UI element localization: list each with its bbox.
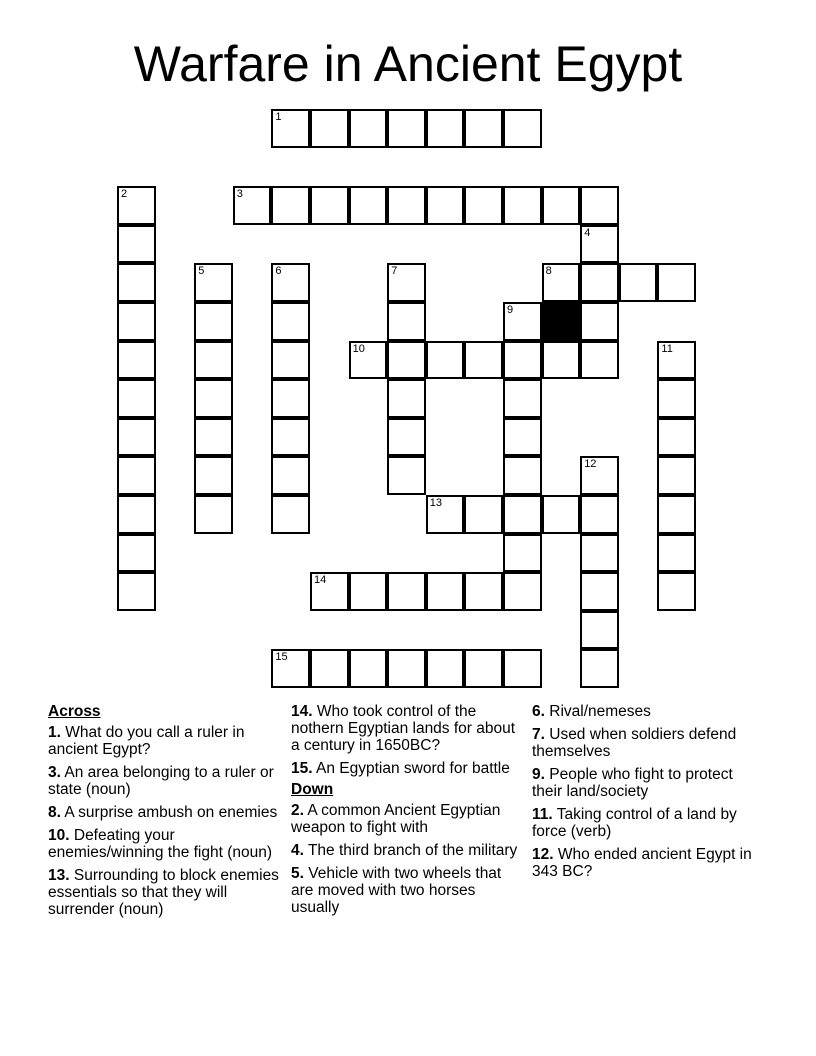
grid-cell[interactable]	[503, 456, 542, 495]
clue-number-label: 14.	[291, 703, 313, 720]
clue-item	[48, 804, 283, 821]
grid-cell[interactable]	[194, 263, 233, 302]
grid-cell[interactable]	[542, 263, 581, 302]
grid-cell[interactable]	[387, 302, 426, 341]
grid-cell[interactable]	[271, 649, 310, 688]
clue-text: People who fight to protect their land/society	[532, 766, 733, 800]
grid-cell[interactable]	[657, 572, 696, 611]
clue-item	[532, 846, 767, 880]
grid-cell[interactable]	[117, 534, 156, 573]
grid-cell[interactable]	[503, 495, 542, 534]
clue-number-label: 11.	[532, 806, 553, 823]
grid-cell[interactable]	[503, 572, 542, 611]
clue-number-label: 3.	[48, 764, 61, 781]
clue-number-label: 5.	[291, 865, 304, 882]
grid-cell[interactable]	[503, 379, 542, 418]
across-clue-list	[48, 724, 283, 918]
grid-cell[interactable]	[117, 302, 156, 341]
grid-cell[interactable]	[542, 495, 581, 534]
grid-cell[interactable]	[387, 649, 426, 688]
clue-text: Used when soldiers defend themselves	[532, 726, 737, 760]
clue-item	[532, 766, 767, 800]
grid-cell[interactable]	[580, 302, 619, 341]
clue-text: What do you call a ruler in ancient Egypt?	[48, 724, 245, 758]
grid-cell[interactable]	[387, 572, 426, 611]
grid-cell[interactable]	[271, 263, 310, 302]
grid-cell[interactable]	[194, 456, 233, 495]
grid-cell[interactable]	[426, 186, 465, 225]
clues-column-3	[532, 703, 767, 886]
grid-cell[interactable]	[387, 379, 426, 418]
grid-cell[interactable]	[387, 186, 426, 225]
grid-cell[interactable]	[503, 534, 542, 573]
grid-cell[interactable]	[271, 456, 310, 495]
clue-text: An Egyptian sword for battle	[312, 760, 510, 777]
grid-cell[interactable]	[349, 109, 388, 148]
grid-cell[interactable]	[426, 649, 465, 688]
clue-text: Defeating your enemies/winning the fight (noun)	[48, 827, 273, 861]
grid-cell[interactable]	[657, 263, 696, 302]
grid-cell[interactable]	[117, 379, 156, 418]
clue-item	[48, 827, 283, 861]
grid-cell[interactable]	[580, 263, 619, 302]
grid-cell[interactable]	[426, 109, 465, 148]
grid-cell[interactable]	[194, 379, 233, 418]
clue-item	[48, 764, 283, 798]
clue-item	[532, 726, 767, 760]
clue-number: 6	[275, 265, 282, 278]
grid-cell[interactable]	[580, 611, 619, 650]
clue-text: A common Ancient Egyptian weapon to fight with	[291, 802, 501, 836]
down-clue-list-continued	[532, 703, 767, 880]
clue-number: 8	[545, 265, 552, 278]
grid-cell[interactable]	[580, 456, 619, 495]
grid-cell[interactable]	[657, 456, 696, 495]
clue-item	[291, 802, 526, 836]
grid-cell[interactable]	[464, 572, 503, 611]
clue-text: Who ended ancient Egypt in 343 BC?	[532, 846, 752, 880]
grid-cell[interactable]	[194, 302, 233, 341]
grid-cell[interactable]	[194, 341, 233, 380]
clue-text: A surprise ambush on enemies	[60, 804, 278, 821]
grid-cell[interactable]	[117, 186, 156, 225]
grid-cell[interactable]	[310, 109, 349, 148]
clue-number-label: 12.	[532, 846, 554, 863]
clue-text: The third branch of the military	[303, 842, 518, 859]
grid-cell[interactable]	[619, 263, 658, 302]
grid-cell[interactable]	[117, 341, 156, 380]
grid-cell[interactable]	[464, 109, 503, 148]
clue-number: 10	[352, 342, 365, 355]
clue-text: Taking control of a land by force (verb)	[532, 806, 737, 840]
clue-number: 7	[391, 265, 398, 278]
grid-cell[interactable]	[503, 341, 542, 380]
grid-cell[interactable]	[657, 341, 696, 380]
grid-cell[interactable]	[580, 534, 619, 573]
grid-cell[interactable]	[464, 649, 503, 688]
grid-cell[interactable]	[194, 495, 233, 534]
grid-cell[interactable]	[271, 186, 310, 225]
clue-text: Surrounding to block enemies essentials so that they will surrender (noun)	[48, 867, 279, 918]
grid-cell[interactable]	[580, 186, 619, 225]
grid-cell[interactable]	[349, 186, 388, 225]
clue-number: 3	[236, 188, 243, 201]
grid-cell[interactable]	[580, 572, 619, 611]
grid-cell[interactable]	[426, 572, 465, 611]
grid-cell[interactable]	[387, 341, 426, 380]
clue-number: 2	[121, 188, 128, 201]
clue-number-label: 4.	[291, 842, 304, 859]
grid-cell[interactable]	[310, 649, 349, 688]
clue-number: 13	[429, 497, 443, 509]
grid-cell[interactable]	[310, 572, 349, 611]
grid-cell[interactable]	[387, 418, 426, 457]
clue-text: Rival/nemeses	[544, 703, 651, 720]
grid-cell[interactable]	[580, 649, 619, 688]
clue-item	[291, 760, 526, 777]
clue-number: 4	[584, 226, 591, 239]
clue-text: Vehicle with two wheels that are moved with two horses usually	[291, 865, 502, 916]
grid-cell[interactable]	[580, 225, 619, 264]
down-clue-list	[291, 802, 526, 916]
grid-cell[interactable]	[349, 341, 388, 380]
clue-number-label: 8.	[48, 804, 61, 821]
grid-cell[interactable]	[271, 109, 310, 148]
across-heading: Across	[48, 703, 101, 720]
grid-cell[interactable]	[464, 495, 503, 534]
clue-number: 5	[198, 265, 205, 278]
grid-cell[interactable]	[542, 186, 581, 225]
clue-item	[48, 867, 283, 918]
grid-cell[interactable]	[117, 263, 156, 302]
grid-cell[interactable]	[657, 495, 696, 534]
grid-cell[interactable]	[271, 302, 310, 341]
grid-cell[interactable]	[349, 649, 388, 688]
clue-item	[291, 865, 526, 916]
grid-cell[interactable]	[117, 225, 156, 264]
grid-cell[interactable]	[271, 341, 310, 380]
clues-column-1	[48, 703, 283, 924]
clue-number: 9	[507, 304, 514, 316]
grid-cell[interactable]	[194, 418, 233, 457]
grid-cell[interactable]	[503, 418, 542, 457]
grid-cell[interactable]	[503, 109, 542, 148]
clue-number: 15	[275, 651, 288, 664]
grid-cell[interactable]	[387, 263, 426, 302]
clue-number: 14	[314, 574, 327, 587]
grid-cell[interactable]	[464, 341, 503, 380]
grid-cell[interactable]	[271, 418, 310, 457]
clue-number-label: 15.	[291, 760, 313, 777]
across-clue-list-continued	[291, 703, 526, 777]
grid-cell[interactable]	[117, 572, 156, 611]
clue-item	[291, 842, 526, 859]
grid-cell[interactable]	[271, 495, 310, 534]
grid-cell[interactable]	[503, 649, 542, 688]
grid-cell[interactable]	[233, 186, 272, 225]
clue-number-label: 9.	[532, 766, 545, 783]
grid-cell[interactable]	[426, 495, 465, 534]
grid-cell[interactable]	[657, 534, 696, 573]
grid-cell[interactable]	[117, 495, 156, 534]
grid-cell[interactable]	[117, 456, 156, 495]
grid-cell[interactable]	[310, 186, 349, 225]
clue-text: An area belonging to a ruler or state (noun)	[48, 764, 274, 798]
grid-cell[interactable]	[503, 186, 542, 225]
clue-text: Who took control of the nothern Egyptian lands for about a century in 1650BC?	[291, 703, 516, 754]
clue-number: 12	[584, 458, 597, 471]
grid-cell[interactable]	[387, 456, 426, 495]
grid-cell[interactable]	[426, 341, 465, 380]
grid-cell[interactable]	[657, 379, 696, 418]
grid-cell[interactable]	[657, 418, 696, 457]
clue-number-label: 6.	[532, 703, 545, 720]
grid-cell[interactable]	[271, 379, 310, 418]
clue-number-label: 13.	[48, 867, 70, 884]
clue-item	[532, 703, 767, 720]
down-heading: Down	[291, 781, 334, 798]
clue-number-label: 10.	[48, 827, 70, 844]
black-cell	[542, 302, 581, 341]
clue-number: 11	[661, 342, 673, 355]
grid-cell[interactable]	[503, 302, 542, 341]
grid-cell[interactable]	[580, 341, 619, 380]
clue-item	[291, 703, 526, 754]
page-title: Warfare in Ancient Egypt	[133, 36, 683, 92]
clue-item	[48, 724, 283, 758]
grid-cell[interactable]	[387, 109, 426, 148]
clue-item	[532, 806, 767, 840]
grid-cell[interactable]	[464, 186, 503, 225]
clue-number: 1	[275, 111, 282, 123]
grid-cell[interactable]	[542, 341, 581, 380]
grid-cell[interactable]	[580, 495, 619, 534]
clue-number-label: 1.	[48, 724, 61, 741]
grid-cell[interactable]	[349, 572, 388, 611]
clue-number-label: 7.	[532, 726, 545, 743]
clues-column-2	[291, 703, 526, 922]
clue-number-label: 2.	[291, 802, 304, 819]
grid-cell[interactable]	[117, 418, 156, 457]
